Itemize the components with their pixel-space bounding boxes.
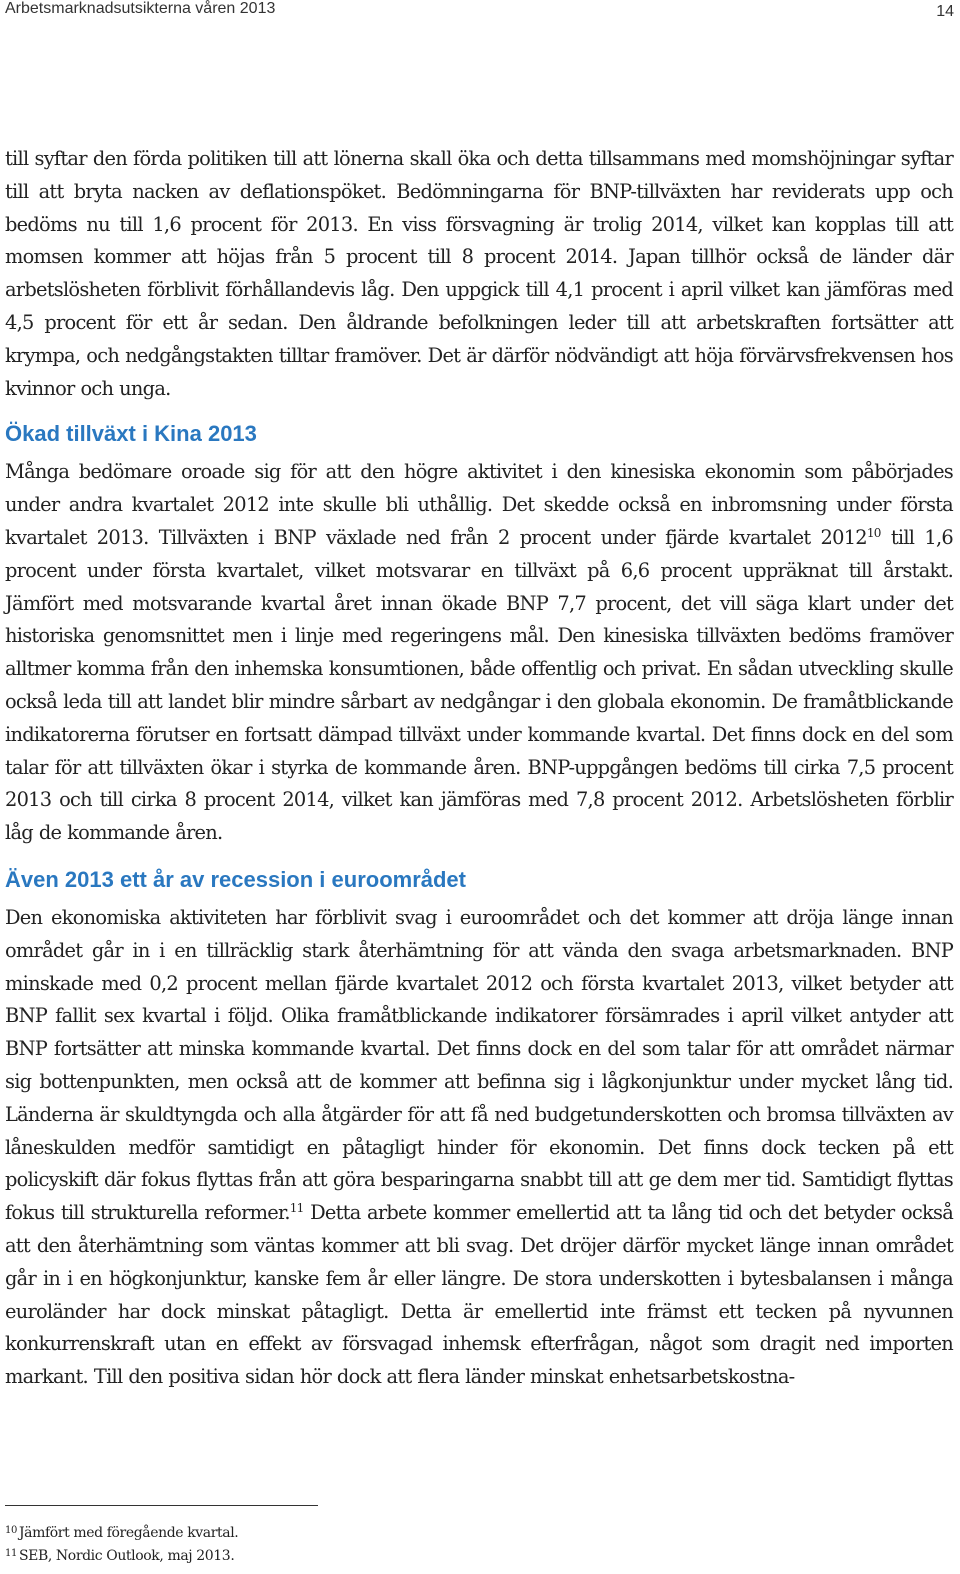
paragraph-euro bbox=[5, 902, 953, 1394]
footnote-divider bbox=[5, 1505, 318, 1506]
footnote-11 bbox=[5, 1545, 238, 1568]
footnote-ref-11[interactable]: 11 bbox=[289, 1201, 304, 1216]
footnotes bbox=[5, 1522, 238, 1568]
paragraph-kina-part-2: till 1,6 procent under första kvartalet, vilket motsvarar en tillväxt på 6,6 procent uppräknat till årstakt. Jämfört med motsvarande kvartal året innan ökade BNP 7,7 procent, det vill säga klart under det historiska genomsnittet men i linje med regeringens mål. Den kinesiska tillväxten bedöms framöver alltmer komma från den inhemska konsumtionen, både offentlig och privat. En sådan utveckling skulle också leda till att landet blir mindre sårbart av nedgångar i den globala ekonomin. De framåtblickande indikatorerna förutser en fortsatt dämpad tillväxt under kommande kvartal. Det finns dock en del som talar för att tillväxten ökar i styrka de kommande åren. BNP-uppgången bedöms till cirka 7,5 procent 2013 och till cirka 8 procent 2014, vilket kan jämföras med 7,8 procent 2012. Arbetslösheten förblir låg de kommande åren. bbox=[5, 525, 954, 845]
document-title: Arbetsmarknadsutsikterna våren 2013 bbox=[5, 0, 276, 17]
footnote-number: 10 bbox=[5, 1525, 17, 1536]
paragraph-euro-part-1: Den ekonomiska aktiviteten har förblivit svag i euroområdet och det kommer att dröja länge innan området går in i en tillräcklig stark återhämtning för att vända den svaga arbetsmarknaden. BNP minskade med 0,2 procent mellan fjärde kvartalet 2012 och första kvartalet 2013, vilket betyder att BNP fallit sex kvartal i följd. Olika framåtblickande indikatorer försämrades i april vilket antyder att BNP fortsätter att minska kommande kvartal. Det finns dock en del som talar för att området närmar sig bottenpunkten, men också att de kommer att befinna sig i lågkonjunktur under mycket lång tid. Länderna är skuldtyngda och alla åtgärder för att få ned budgetunderskotten och bromsa tillväxten av låneskulden medför samtidigt en påtagligt hinder för ekonomin. Det finns dock tecken på ett policyskift där fokus flyttas från att göra besparingarna snabbt till att ge dem mer tid. Samtidigt flyttas fokus till strukturella reformer. bbox=[5, 905, 953, 1225]
page-number: 14 bbox=[936, 3, 954, 20]
footnote-10 bbox=[5, 1522, 238, 1545]
paragraph-euro-part-2: Detta arbete kommer emellertid att ta lång tid och det betyder också att den återhämtning som väntas kommer att bli svag. Det dröjer därför mycket länge innan området går in i en högkonjunktur, kanske fem år eller längre. De stora underskotten i bytesbalansen i många euroländer har dock minskat påtagligt. Detta är emellertid inte främst ett tecken på nyvunnen konkurrenskraft utan en effekt av försvagad inhemsk efterfrågan, något som dragit ned importen markant. Till den positiva sidan hör dock att flera länder minskat enhetsarbetskostna- bbox=[5, 1201, 953, 1389]
paragraph-japan: till syftar den förda politiken till att lönerna skall öka och detta tillsammans med momshöjningar syftar till att bryta nacken av deflationspöket. Bedömningarna för BNP-tillväxten har reviderats upp och bedöms nu till 1,6 procent för 2013. En viss försvagning är trolig 2014, vilket kan kopplas till att momsen kommer att höjas från 5 procent till 8 procent 2014. Japan tillhör också de länder där arbetslösheten förblivit förhållandevis låg. Den uppgick till 4,1 procent i april vilket kan jämföras med 4,5 procent för ett år sedan. Den åldrande befolkningen leder till att arbetskraften fortsätter att krympa, och nedgångstakten tilltar framöver. Det är därför nödvändigt att höja förvärvsfrekvensen hos kvinnor och unga. bbox=[5, 147, 953, 400]
footnote-number: 11 bbox=[5, 1548, 17, 1559]
section-heading-kina: Ökad tillväxt i Kina 2013 bbox=[5, 421, 257, 447]
document-body bbox=[5, 143, 953, 1394]
footnote-text: Jämfört med föregående kvartal. bbox=[18, 1525, 239, 1541]
paragraph-kina bbox=[5, 456, 953, 850]
section-heading-euro: Även 2013 ett år av recession i euroområdet bbox=[5, 866, 466, 892]
footnote-ref-10[interactable]: 10 bbox=[866, 525, 881, 540]
paragraph-kina-part-1: Många bedömare oroade sig för att den högre aktivitet i den kinesiska ekonomin som påbörjades under andra kvartalet 2012 inte skulle bli uthållig. Det skedde också en inbromsning under första kvartalet 2013. Tillväxten i BNP växlade ned från 2 procent under fjärde kvartalet 2012 bbox=[5, 460, 953, 549]
footnote-text: SEB, Nordic Outlook, maj 2013. bbox=[18, 1548, 235, 1564]
page-header bbox=[0, 0, 960, 26]
